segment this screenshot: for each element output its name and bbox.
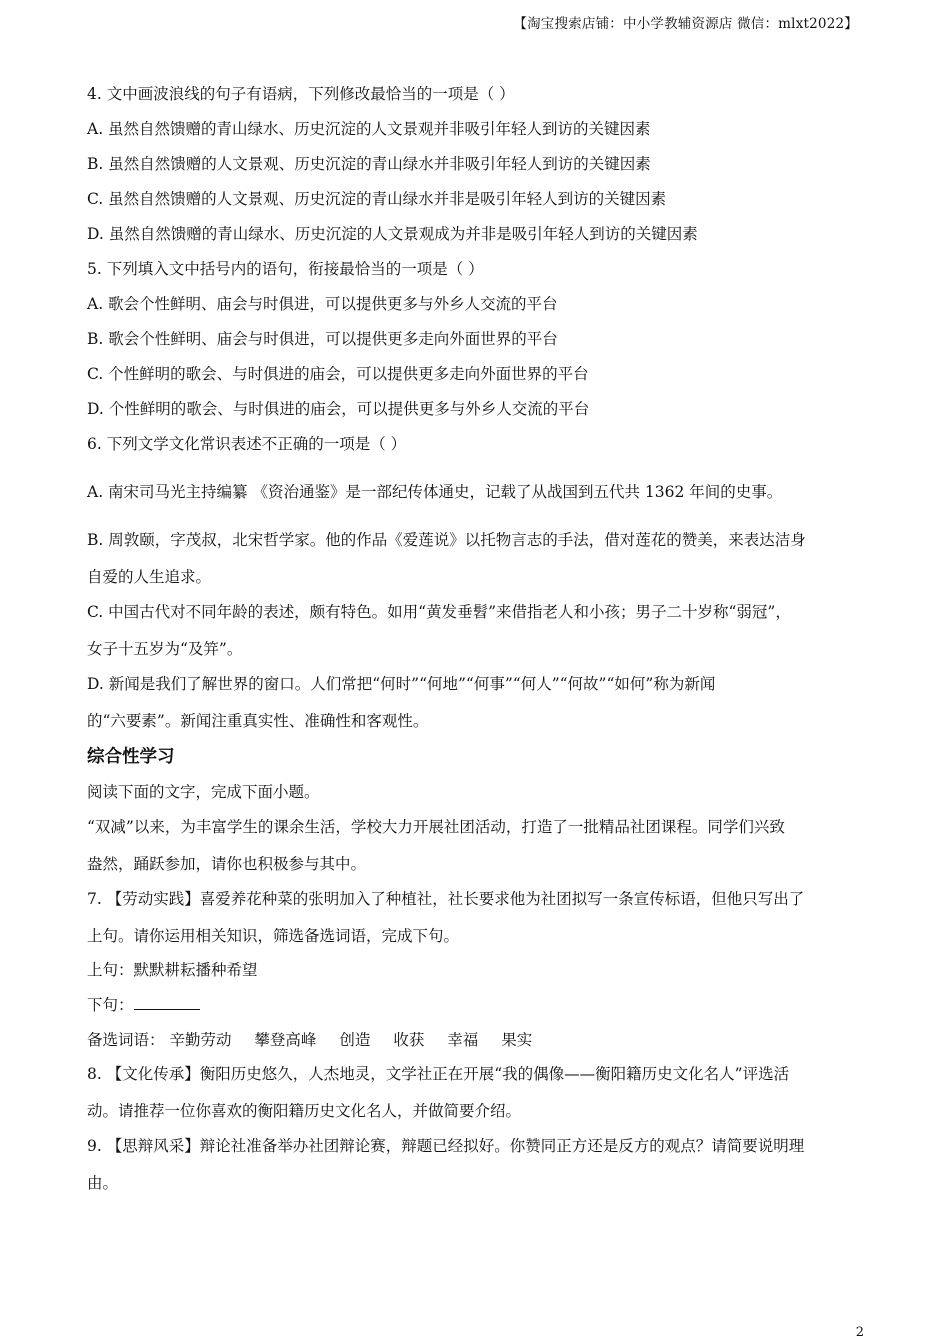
q7-candidate-words xyxy=(87,1028,550,1050)
page-number: 2 xyxy=(855,1325,864,1340)
word-item: 收获 xyxy=(393,1031,425,1049)
q5-stem: 5. 下列填入文中括号内的语句，衔接最恰当的一项是（ ） xyxy=(87,260,484,278)
word-item: 辛勤劳动 xyxy=(169,1031,232,1049)
q6-option-b-line1: B. 周敦颐，字茂叔，北宋哲学家。他的作品《爱莲说》以托物言志的手法，借对莲花的赞美，来表达洁身 xyxy=(87,531,806,549)
q7-line1: 7. 【劳动实践】喜爱养花种菜的张明加入了种植社，社长要求他为社团拟写一条宣传标语，但他只写出了 xyxy=(87,890,805,908)
q9-line1: 9. 【思辩风采】辩论社准备举办社团辩论赛，辩题已经拟好。你赞同正方还是反方的观点？请简要说明理 xyxy=(87,1137,805,1155)
q6-option-c-line2: 女子十五岁为“及笄”。 xyxy=(87,640,243,658)
q4-option-b: B. 虽然自然馈赠的人文景观、历史沉淀的青山绿水并非吸引年轻人到访的关键因素 xyxy=(87,155,651,173)
word-item: 果实 xyxy=(501,1031,533,1049)
section-heading: 综合性学习 xyxy=(87,747,175,767)
answer-blank[interactable] xyxy=(134,995,200,1010)
q6-option-d-line2: 的“六要素”。新闻注重真实性、准确性和客观性。 xyxy=(87,712,429,730)
q7-lower-sentence xyxy=(87,993,200,1015)
q6-option-c-line1: C. 中国古代对不同年龄的表述，颇有特色。如用“黄发垂髫”来借指老人和小孩；男子二十岁称“弱冠”， xyxy=(87,603,791,621)
q7-lower-label: 下句： xyxy=(87,996,134,1014)
q6-stem: 6. 下列文学文化常识表述不正确的一项是（ ） xyxy=(87,435,407,453)
section-intro: 阅读下面的文字，完成下面小题。 xyxy=(87,783,320,801)
q4-option-a: A. 虽然自然馈赠的青山绿水、历史沉淀的人文景观并非吸引年轻人到访的关键因素 xyxy=(87,120,651,138)
q8-line2: 动。请推荐一位你喜欢的衡阳籍历史文化名人，并做简要介绍。 xyxy=(87,1102,522,1120)
section-para-line1: “双减”以来，为丰富学生的课余生活，学校大力开展社团活动，打造了一批精品社团课程。同学们兴致 xyxy=(87,818,785,836)
q9-line2: 由。 xyxy=(87,1174,119,1192)
q8-line1: 8. 【文化传承】衡阳历史悠久，人杰地灵，文学社正在开展“我的偶像——衡阳籍历史文化名人”评选活 xyxy=(87,1065,790,1083)
page-header: 【淘宝搜索店铺：中小学教辅资源店 微信：mlxt2022】 xyxy=(513,16,858,32)
q6-option-a: A. 南宋司马光主持编纂 《资治通鉴》是一部纪传体通史，记载了从战国到五代共 1362 年间的史事。 xyxy=(87,483,783,501)
word-item: 幸福 xyxy=(447,1031,479,1049)
word-item: 创造 xyxy=(339,1031,371,1049)
q4-option-d: D. 虽然自然馈赠的青山绿水、历史沉淀的人文景观成为并非是吸引年轻人到访的关键因素 xyxy=(87,225,698,243)
q5-option-a: A. 歌会个性鲜明、庙会与时俱进，可以提供更多与外乡人交流的平台 xyxy=(87,295,558,313)
section-para-line2: 盎然，踊跃参加，请你也积极参与其中。 xyxy=(87,855,367,873)
q5-option-c: C. 个性鲜明的歌会、与时俱进的庙会，可以提供更多走向外面世界的平台 xyxy=(87,365,589,383)
q6-option-b-line2: 自爱的人生追求。 xyxy=(87,568,212,586)
q7-upper-sentence: 上句：默默耕耘播种希望 xyxy=(87,961,258,979)
q4-stem: 4. 文中画波浪线的句子有语病，下列修改最恰当的一项是（ ） xyxy=(87,85,515,103)
word-item: 攀登高峰 xyxy=(254,1031,317,1049)
q5-option-b: B. 歌会个性鲜明、庙会与时俱进，可以提供更多走向外面世界的平台 xyxy=(87,330,558,348)
q7-line2: 上句。请你运用相关知识，筛选备选词语，完成下句。 xyxy=(87,927,460,945)
q6-option-d-line1: D. 新闻是我们了解世界的窗口。人们常把“何时”“何地”“何事”“何人”“何故”“如何”称为新闻 xyxy=(87,675,716,693)
words-label: 备选词语： xyxy=(87,1031,165,1049)
q4-option-c: C. 虽然自然馈赠的人文景观、历史沉淀的青山绿水并非是吸引年轻人到访的关键因素 xyxy=(87,190,667,208)
q5-option-d: D. 个性鲜明的歌会、与时俱进的庙会，可以提供更多与外乡人交流的平台 xyxy=(87,400,590,418)
